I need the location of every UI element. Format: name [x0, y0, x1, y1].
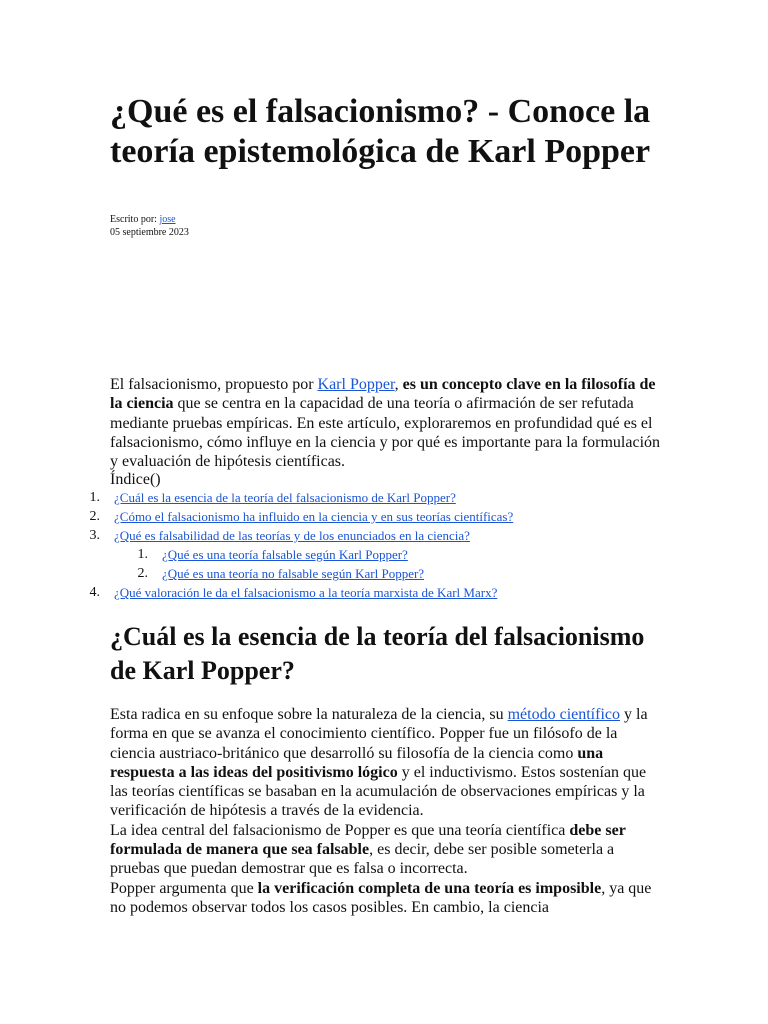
toc-item-link[interactable]: ¿Cómo el falsacionismo ha influido en la ciencia y en sus teorías científicas? [114, 509, 514, 524]
intro-paragraph [110, 375, 665, 471]
paragraph-text: y la forma en que se avanza el conocimiento científico. Popper fue un filósofo de la ciencia austriaco-británico que desarrolló su filosofía de la ciencia como [110, 706, 648, 762]
paragraph [110, 705, 655, 821]
intro-bold: es un concepto clave en la filosofía de la ciencia [110, 376, 656, 413]
paragraph-bold: una respuesta a las ideas del positivismo lógico [110, 744, 604, 781]
paragraph-text: Popper argumenta que [110, 879, 258, 897]
intro-text: , [394, 376, 403, 393]
paragraph [110, 821, 655, 879]
article-meta [110, 213, 189, 239]
toc-item-number: 2. [137, 566, 148, 581]
intro-text: El falsacionismo, propuesto por [110, 376, 318, 393]
paragraph-text: , ya que no podemos observar todos los casos posibles. En cambio, la ciencia [110, 879, 652, 916]
paragraph-bold: debe ser formulada de manera que sea falsable [110, 821, 626, 859]
toc-item-number: 3. [89, 528, 100, 543]
metodo-cientifico-link[interactable]: método científico [507, 706, 620, 723]
toc-item-link[interactable]: ¿Qué es una teoría no falsable según Karl Popper? [162, 566, 425, 581]
toc-item-link[interactable]: ¿Qué valoración le da el falsacionismo a la teoría marxista de Karl Marx? [114, 585, 498, 600]
toc-item-number: 2. [89, 509, 100, 524]
paragraph-bold: la verificación completa de una teoría es imposible [257, 879, 602, 897]
toc-item-link[interactable]: ¿Qué es una teoría falsable según Karl Popper? [162, 547, 408, 562]
publish-date: 05 septiembre 2023 [110, 227, 189, 238]
section-heading: ¿Cuál es la esencia de la teoría del falsacionismo de Karl Popper? [110, 622, 645, 685]
karl-popper-link[interactable]: Karl Popper [317, 376, 395, 393]
author-link[interactable]: jose [159, 214, 176, 225]
paragraph-text: y el inductivismo. Estos sostenían que las teorías científicas se basaban en la acumulación de observaciones empíricas y la verificación de hipótesis a través de la evidencia. [110, 763, 647, 820]
paragraph-text: , es decir, debe ser posible someterla a pruebas que puedan demostrar que es falsa o incorrecta. [110, 841, 615, 878]
toc-item-number: 4. [89, 585, 100, 600]
article-title: ¿Qué es el falsacionismo? - Conoce la teoría epistemológica de Karl Popper [110, 93, 651, 170]
paragraph-text: La idea central del falsacionismo de Popper es que una teoría científica [110, 821, 570, 839]
toc-item-number: 1. [89, 490, 100, 505]
toc-item-number: 1. [137, 547, 148, 562]
author-line [110, 213, 189, 226]
intro-text: que se centra en la capacidad de una teoría o afirmación de ser refutada mediante pruebas empíricas. En este artículo, exploraremos en profundidad qué es el falsacionismo, cómo influye en la ciencia y por qué es importante para la formulación y evaluación de hipótesis científicas. [110, 395, 661, 471]
paragraph [110, 879, 655, 918]
paragraph-text: Esta radica en su enfoque sobre la naturaleza de la ciencia, su [110, 706, 508, 723]
toc-item-link[interactable]: ¿Cuál es la esencia de la teoría del falsacionismo de Karl Popper? [114, 490, 456, 505]
toc-title[interactable]: Índice() [110, 471, 161, 488]
section-body [110, 705, 655, 917]
toc-item-link[interactable]: ¿Qué es falsabilidad de las teorías y de los enunciados en la ciencia? [114, 528, 470, 543]
author-prefix: Escrito por: [110, 214, 157, 225]
